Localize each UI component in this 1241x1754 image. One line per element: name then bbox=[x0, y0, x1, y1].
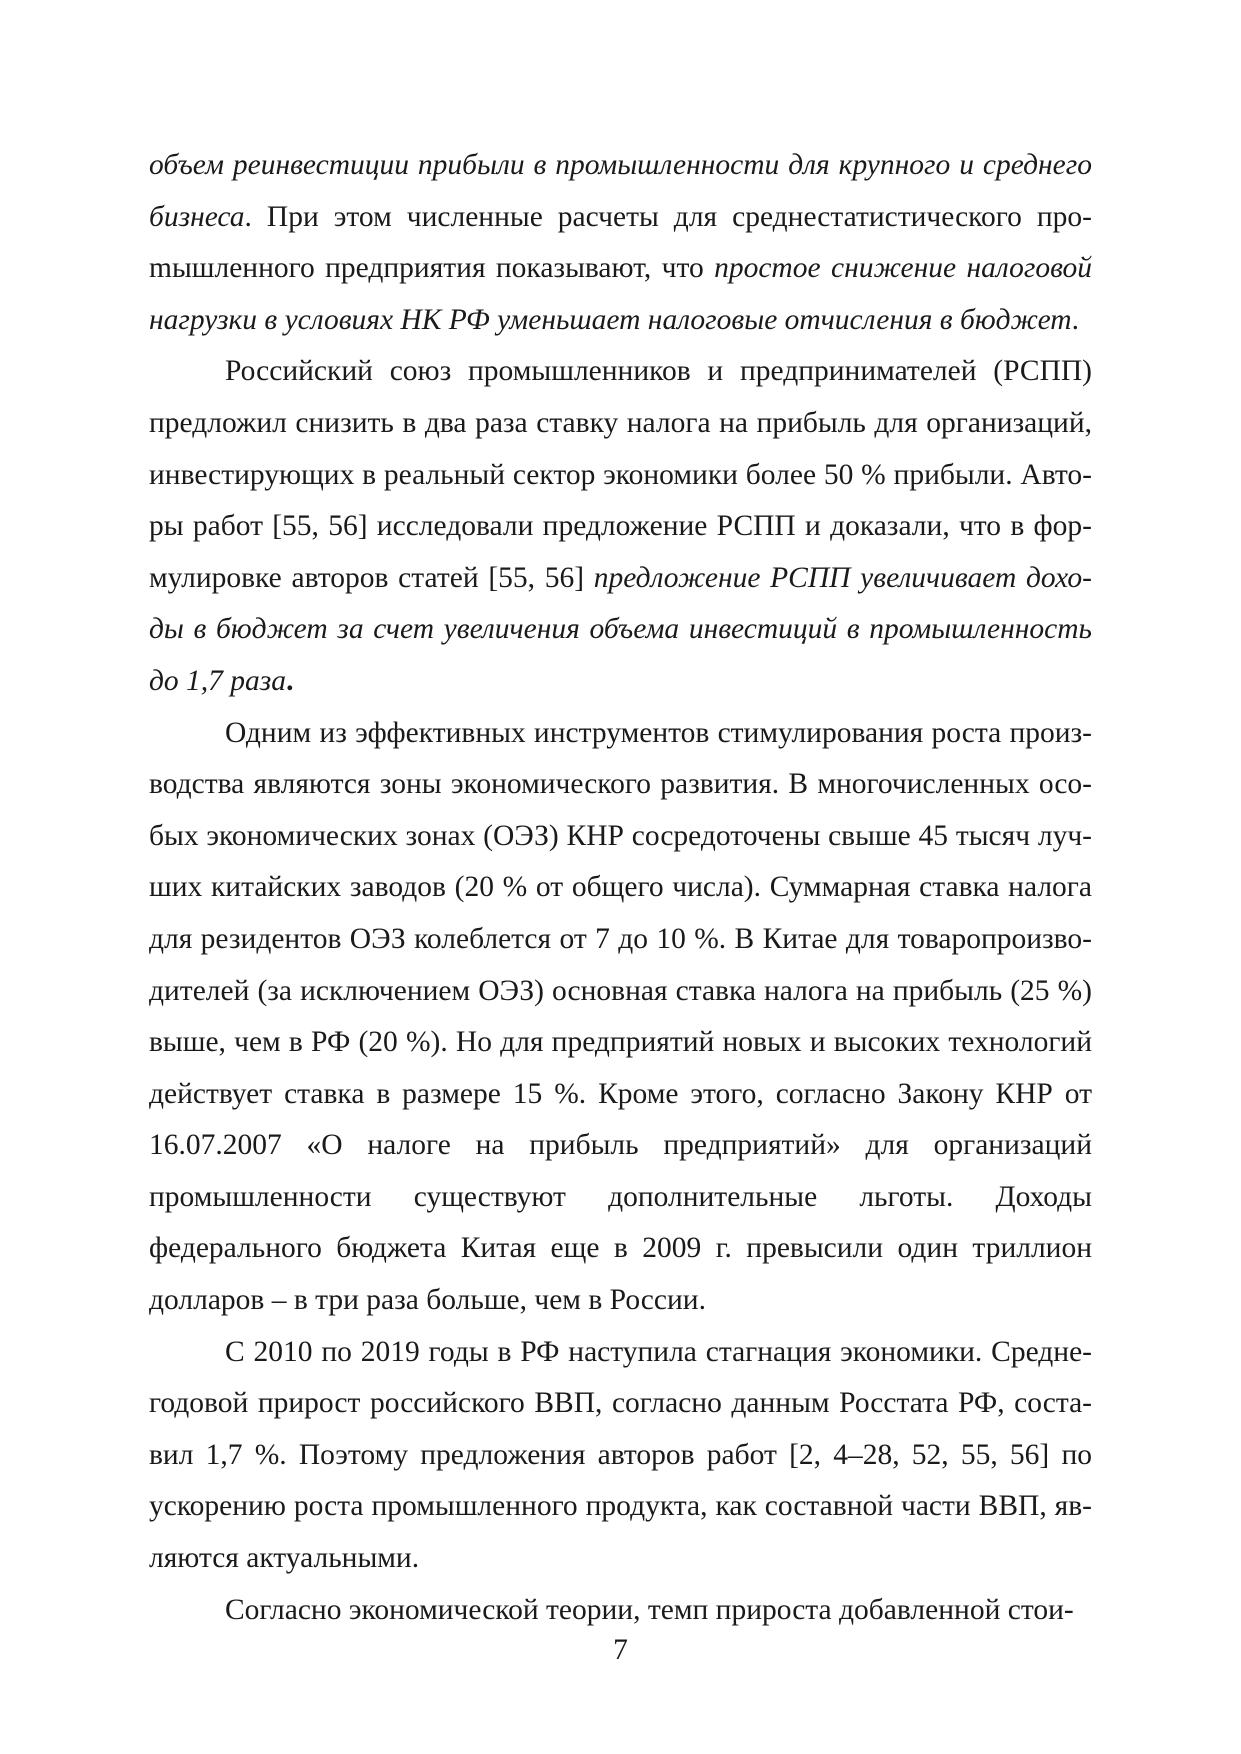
text-run: Одним из эффективных инструментов стимулирования роста производства являются зоны экономического развития. В многочисленных особых экономических зонах (ОЭЗ) КНР сосредоточены свыше 45 тысяч лучших китайских заводов (20 % от общего числа). Суммарная ставка налога для резидентов ОЭЗ колеблется от 7 до 10 %. В Китае для товаропроизводителей (за исключением ОЭЗ) основная ставка налога на прибыль (25 %) выше, чем в РФ (20 %). Но для предприятий новых и высоких технологий действует ставка в размере 15 %. Кроме этого, согласно Закону КНР от 16.07.2007 «О налоге на прибыль предприятий» для организаций промышленности существуют дополнительные льготы. Доходы федерального бюджета Китая еще в 2009 г. превысили один триллион долларов – в три раза больше, чем в России. bbox=[149, 716, 1092, 1317]
paragraph-2 bbox=[149, 346, 1092, 707]
paragraph-4 bbox=[149, 1327, 1092, 1585]
text-run: . bbox=[1071, 303, 1079, 336]
text-run: . bbox=[286, 664, 294, 697]
text-run: . При этом численные расчеты для среднестатистического проmышленного предприятия показывают, что bbox=[149, 200, 1092, 285]
text-run: объем реинвестиции прибыли в промышленности для крупного и среднего бизнеса bbox=[149, 149, 1092, 233]
text-run: предложение РСПП увеличивает доходы в бюджет за счет увеличения объема инвестиций в промышленность до 1,7 раза bbox=[149, 561, 1092, 697]
text-run: С 2010 по 2019 годы в РФ наступила стагнация экономики. Среднегодовой прирост российского ВВП, согласно данным Росстата РФ, составил 1,7 %. Поэтому предложения авторов работ [2, 4–28, 52, 55, 56] по ускорению роста промышленного продукта, как составной части ВВП, являются актуальными. bbox=[149, 1335, 1092, 1575]
text-run: Согласно экономической теории, темп прироста добавленной стои- bbox=[225, 1593, 1074, 1626]
paragraph-3 bbox=[149, 708, 1092, 1327]
paragraph-1 bbox=[149, 140, 1092, 346]
paragraph-5 bbox=[149, 1585, 1092, 1637]
text-run: простое снижение налоговой нагрузки в условиях НК РФ уменьшает налоговые отчисления в бюджет bbox=[149, 252, 1092, 336]
page-body bbox=[149, 140, 1092, 1636]
page-number: 7 bbox=[613, 1634, 628, 1666]
text-run: Российский союз промышленников и предпринимателей (РСПП) предложил снизить в два раза ставку налога на прибыль для организаций, инвестирующих в реальный сектор экономики более 50 % прибыли. Авторы работ [55, 56] исследовали предложение РСПП и доказали, что в формулировке авторов статей [55, 56] bbox=[149, 355, 1092, 594]
